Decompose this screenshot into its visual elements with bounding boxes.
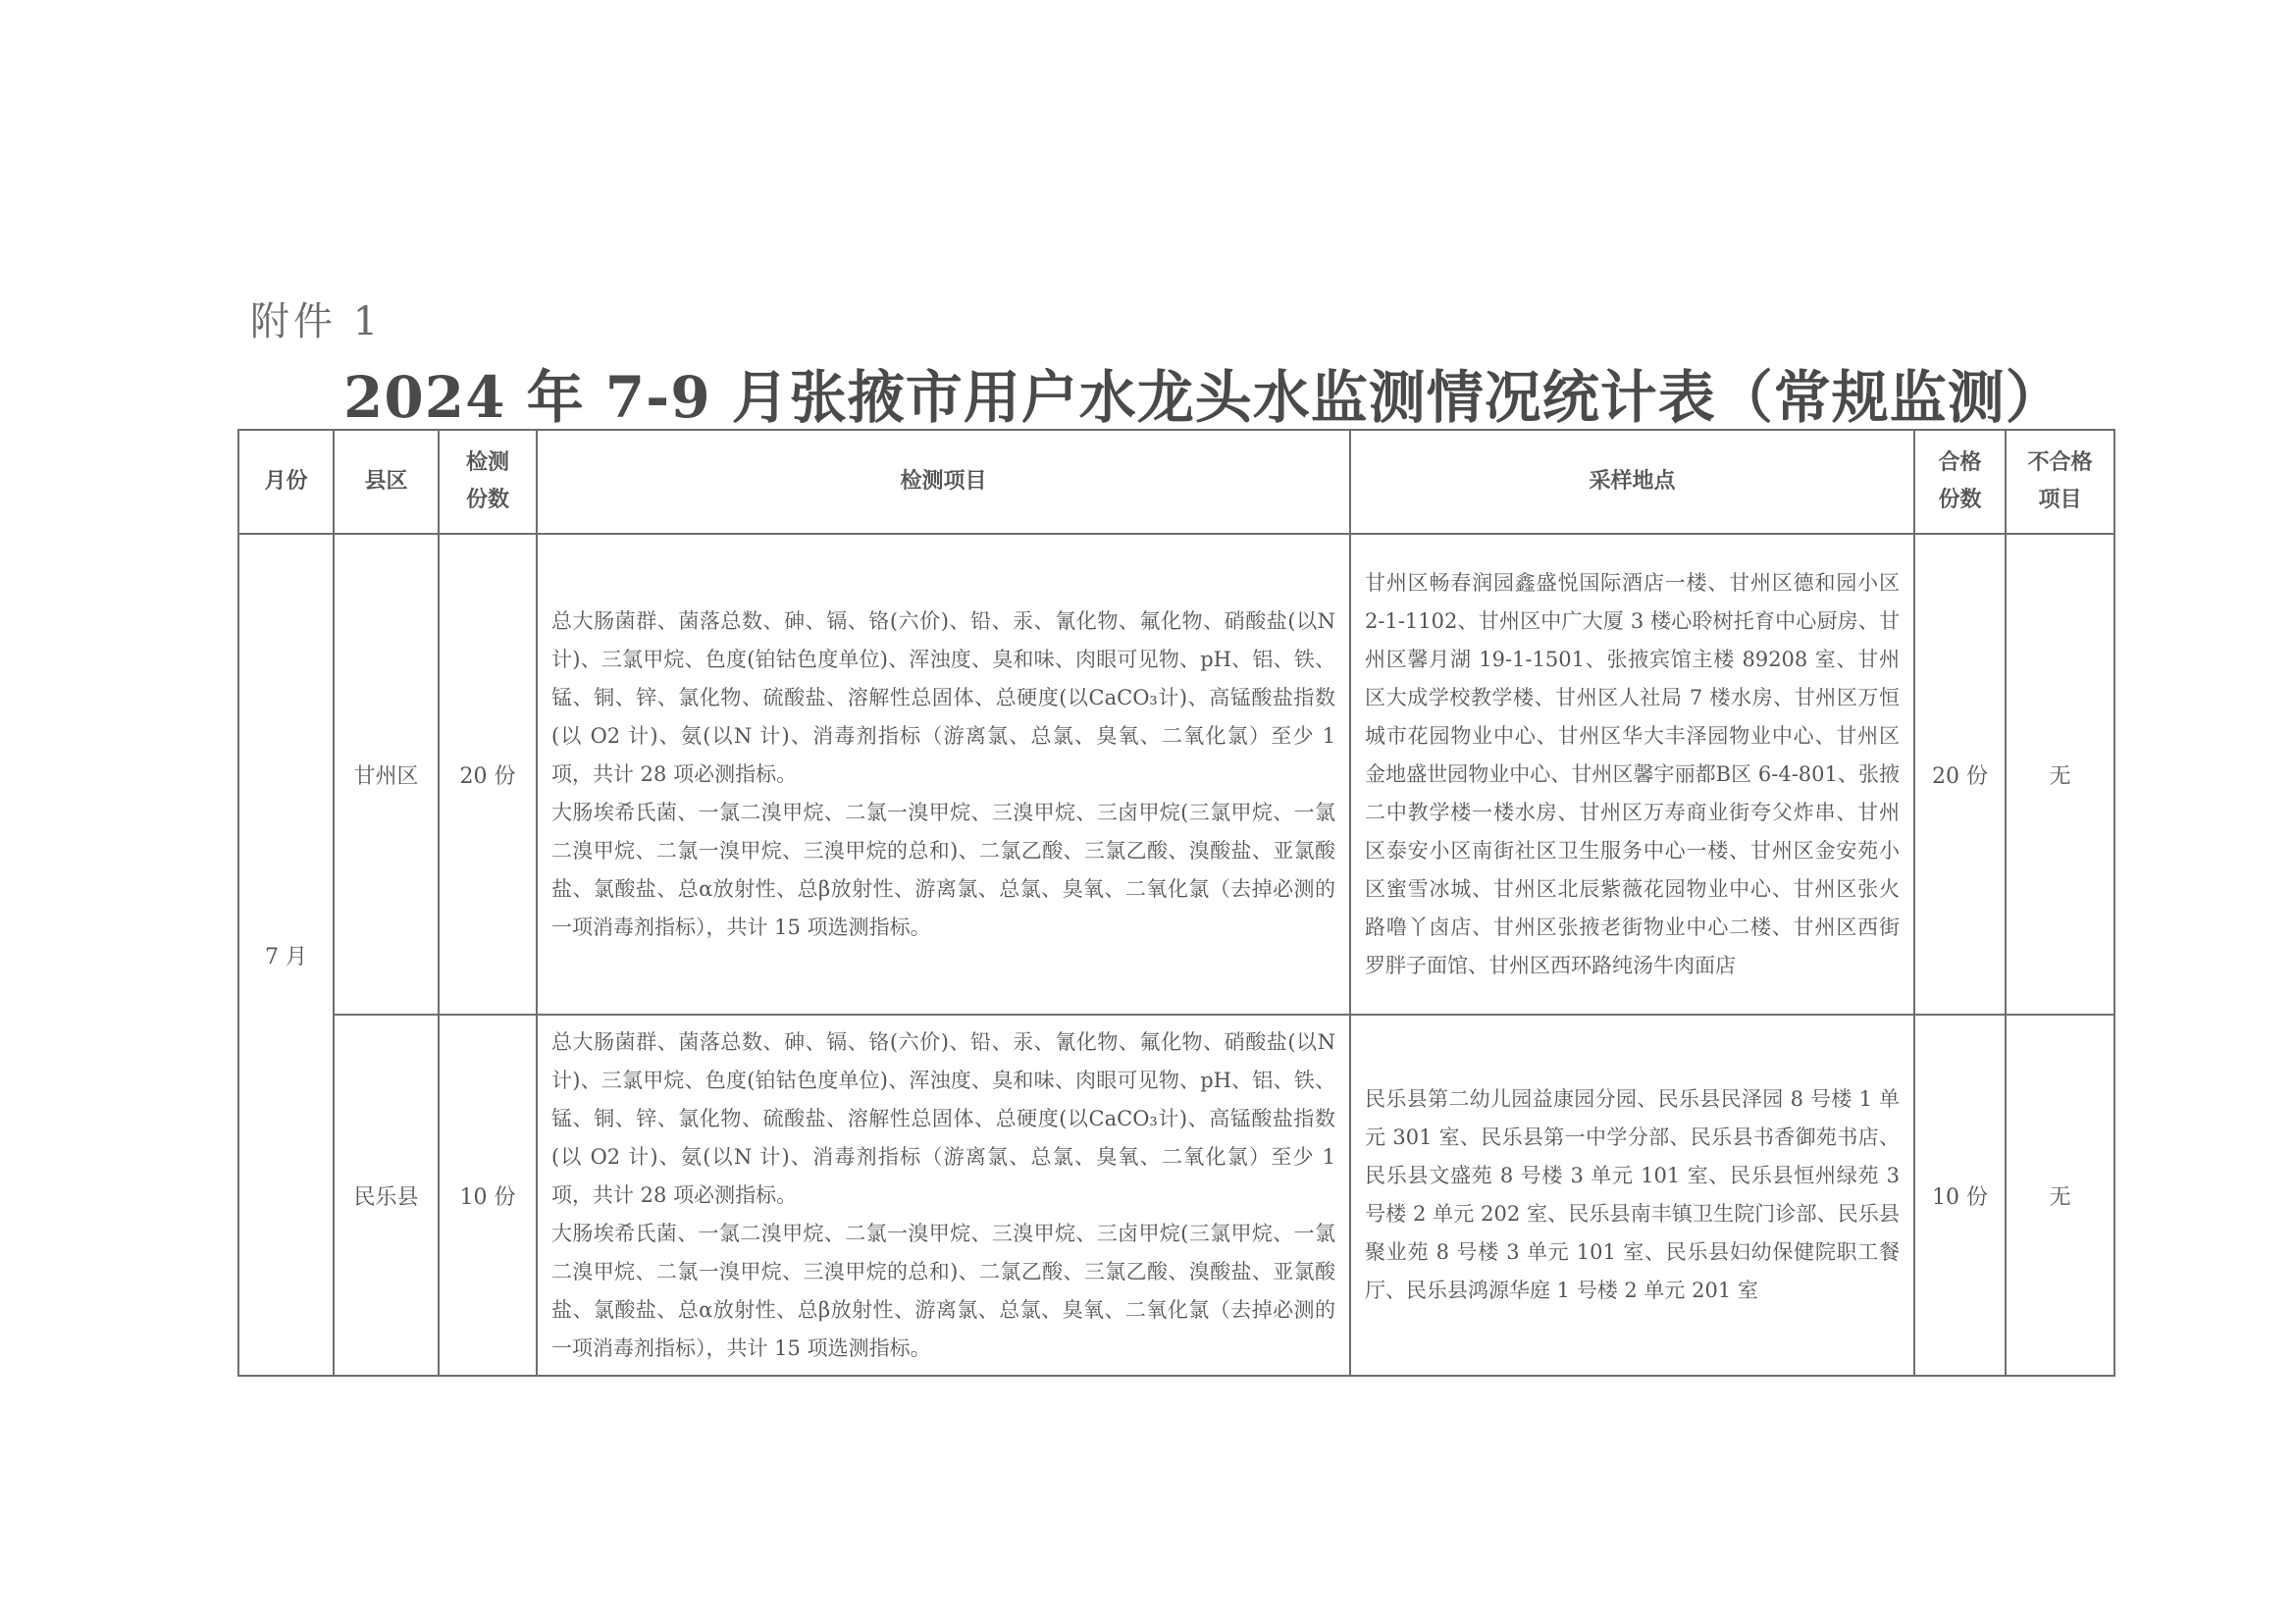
qualified-count-cell: 20 份 [1914, 534, 2006, 1015]
optional-items: 大肠埃希氏菌、一氯二溴甲烷、二氯一溴甲烷、三溴甲烷、三卤甲烷(三氯甲烷、一氯二溴甲烷、二氯一溴甲烷、三溴甲烷的总和)、二氯乙酸、三氯乙酸、溴酸盐、亚氯酸盐、氯酸盐、总α放射性、总β放射性、游离氯、总氯、臭氧、二氧化氯（去掉必测的一项消毒剂指标），共计 15 项选测指标。 [551, 800, 1335, 939]
county-cell: 民乐县 [334, 1015, 439, 1376]
required-items: 总大肠菌群、菌落总数、砷、镉、铬(六价)、铅、汞、氰化物、氟化物、硝酸盐(以N 计)、三氯甲烷、色度(铂钴色度单位)、浑浊度、臭和味、肉眼可见物、pH、铝、铁、锰、铜、锌、氯化物、硫酸盐、溶解性总固体、总硬度(以CaCO₃计)、高锰酸盐指数(以 O2 计)、氨(以N 计)、消毒剂指标（游离氯、总氯、臭氧、二氧化氯）至少 1 项，共计 28 项必测指标。 [551, 1029, 1335, 1207]
header-sample-count: 检测 份数 [439, 430, 537, 534]
required-items: 总大肠菌群、菌落总数、砷、镉、铬(六价)、铅、汞、氰化物、氟化物、硝酸盐(以N 计)、三氯甲烷、色度(铂钴色度单位)、浑浊度、臭和味、肉眼可见物、pH、铝、铁、锰、铜、锌、氯化物、硫酸盐、溶解性总固体、总硬度(以CaCO₃计)、高锰酸盐指数(以 O2 计)、氨(以N 计)、消毒剂指标（游离氯、总氯、臭氧、二氧化氯）至少 1 项，共计 28 项必测指标。 [551, 608, 1335, 786]
header-unqualified-items: 不合格 项目 [2006, 430, 2114, 534]
month-cell: 7 月 [238, 534, 334, 1376]
monitoring-table [237, 429, 2115, 1377]
header-test-items: 检测项目 [537, 430, 1350, 534]
sample-count-cell: 20 份 [439, 534, 537, 1015]
document-title: 2024 年 7-9 月张掖市用户水龙头水监测情况统计表（常规监测） [343, 364, 2063, 431]
test-items-cell [537, 1015, 1350, 1376]
header-county: 县区 [334, 430, 439, 534]
header-month: 月份 [238, 430, 334, 534]
header-sampling-sites: 采样地点 [1350, 430, 1914, 534]
unqualified-items-cell: 无 [2006, 534, 2114, 1015]
sampling-sites-cell: 甘州区畅春润园鑫盛悦国际酒店一楼、甘州区德和园小区 2-1-1102、甘州区中广大厦 3 楼心聆树托育中心厨房、甘州区馨月湖 19-1-1501、张掖宾馆主楼 89208 室、甘州区大成学校教学楼、甘州区人社局 7 楼水房、甘州区万恒城市花园物业中心、甘州区华大丰泽园物业中心、甘州区金地盛世园物业中心、甘州区馨宇丽都B区 6-4-801、张掖二中教学楼一楼水房、甘州区万寿商业街夸父炸串、甘州区泰安小区南街社区卫生服务中心一楼、甘州区金安苑小区蜜雪冰城、甘州区北辰紫薇花园物业中心、甘州区张火路噜丫卤店、甘州区张掖老街物业中心二楼、甘州区西街罗胖子面馆、甘州区西环路纯汤牛肉面店 [1350, 534, 1914, 1015]
attachment-label: 附件 1 [250, 299, 383, 344]
table-row [238, 1015, 2114, 1376]
test-items-cell [537, 534, 1350, 1015]
table-row [238, 534, 2114, 1015]
header-row [238, 430, 2114, 534]
county-cell: 甘州区 [334, 534, 439, 1015]
sampling-sites-cell: 民乐县第二幼儿园益康园分园、民乐县民泽园 8 号楼 1 单元 301 室、民乐县第一中学分部、民乐县书香御苑书店、民乐县文盛苑 8 号楼 3 单元 101 室、民乐县恒州绿苑 3 号楼 2 单元 202 室、民乐县南丰镇卫生院门诊部、民乐县聚业苑 8 号楼 3 单元 101 室、民乐县妇幼保健院职工餐厅、民乐县鸿源华庭 1 号楼 2 单元 201 室 [1350, 1015, 1914, 1376]
qualified-count-cell: 10 份 [1914, 1015, 2006, 1376]
header-qualified-count: 合格 份数 [1914, 430, 2006, 534]
unqualified-items-cell: 无 [2006, 1015, 2114, 1376]
sample-count-cell: 10 份 [439, 1015, 537, 1376]
optional-items: 大肠埃希氏菌、一氯二溴甲烷、二氯一溴甲烷、三溴甲烷、三卤甲烷(三氯甲烷、一氯二溴甲烷、二氯一溴甲烷、三溴甲烷的总和)、二氯乙酸、三氯乙酸、溴酸盐、亚氯酸盐、氯酸盐、总α放射性、总β放射性、游离氯、总氯、臭氧、二氧化氯（去掉必测的一项消毒剂指标），共计 15 项选测指标。 [551, 1221, 1335, 1360]
